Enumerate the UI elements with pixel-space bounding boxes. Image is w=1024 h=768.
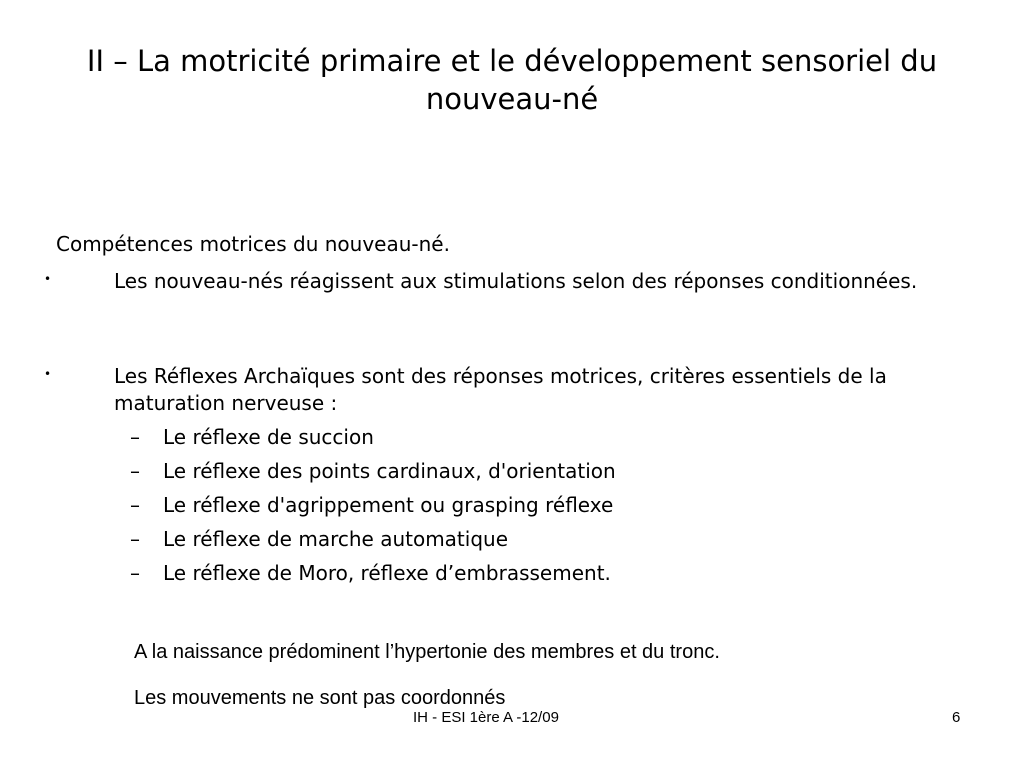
bullet-text: Les Réflexes Archaïques sont des réponses motrices, critères essentiels de la maturation nerveuse : [114,364,887,415]
reflex-text: Le réflexe de marche automatique [163,527,509,551]
page-number: 6 [952,709,961,726]
section-subtitle: Compétences motrices du nouveau-né. [56,232,450,256]
dash-icon: – [130,425,140,449]
title-line-2: nouveau-né [425,82,599,116]
note-mouvements: Les mouvements ne sont pas coordonnés [134,687,506,709]
reflex-text: Le réflexe d'agrippement ou grasping réflexe [163,493,614,517]
bullet-dot-icon: • [44,272,52,286]
footer-text: IH - ESI 1ère A -12/09 [413,709,559,726]
note-hypertonie: A la naissance prédominent l’hypertonie des membres et du tronc. [134,641,720,663]
dash-icon: – [130,493,140,517]
dash-icon: – [130,561,140,585]
reflex-text: Le réflexe des points cardinaux, d'orientation [163,459,616,483]
dash-icon: – [130,459,140,483]
reflex-text: Le réflexe de succion [163,425,374,449]
reflex-text: Le réflexe de Moro, réflexe d’embrassement. [163,561,611,585]
bullet-text: Les nouveau-nés réagissent aux stimulations selon des réponses conditionnées. [114,269,918,293]
slide-title [20,42,1004,118]
bullet-dot-icon: • [44,367,52,381]
dash-icon: – [130,527,140,551]
title-line-1: II – La motricité primaire et le développement sensoriel du [86,44,938,78]
